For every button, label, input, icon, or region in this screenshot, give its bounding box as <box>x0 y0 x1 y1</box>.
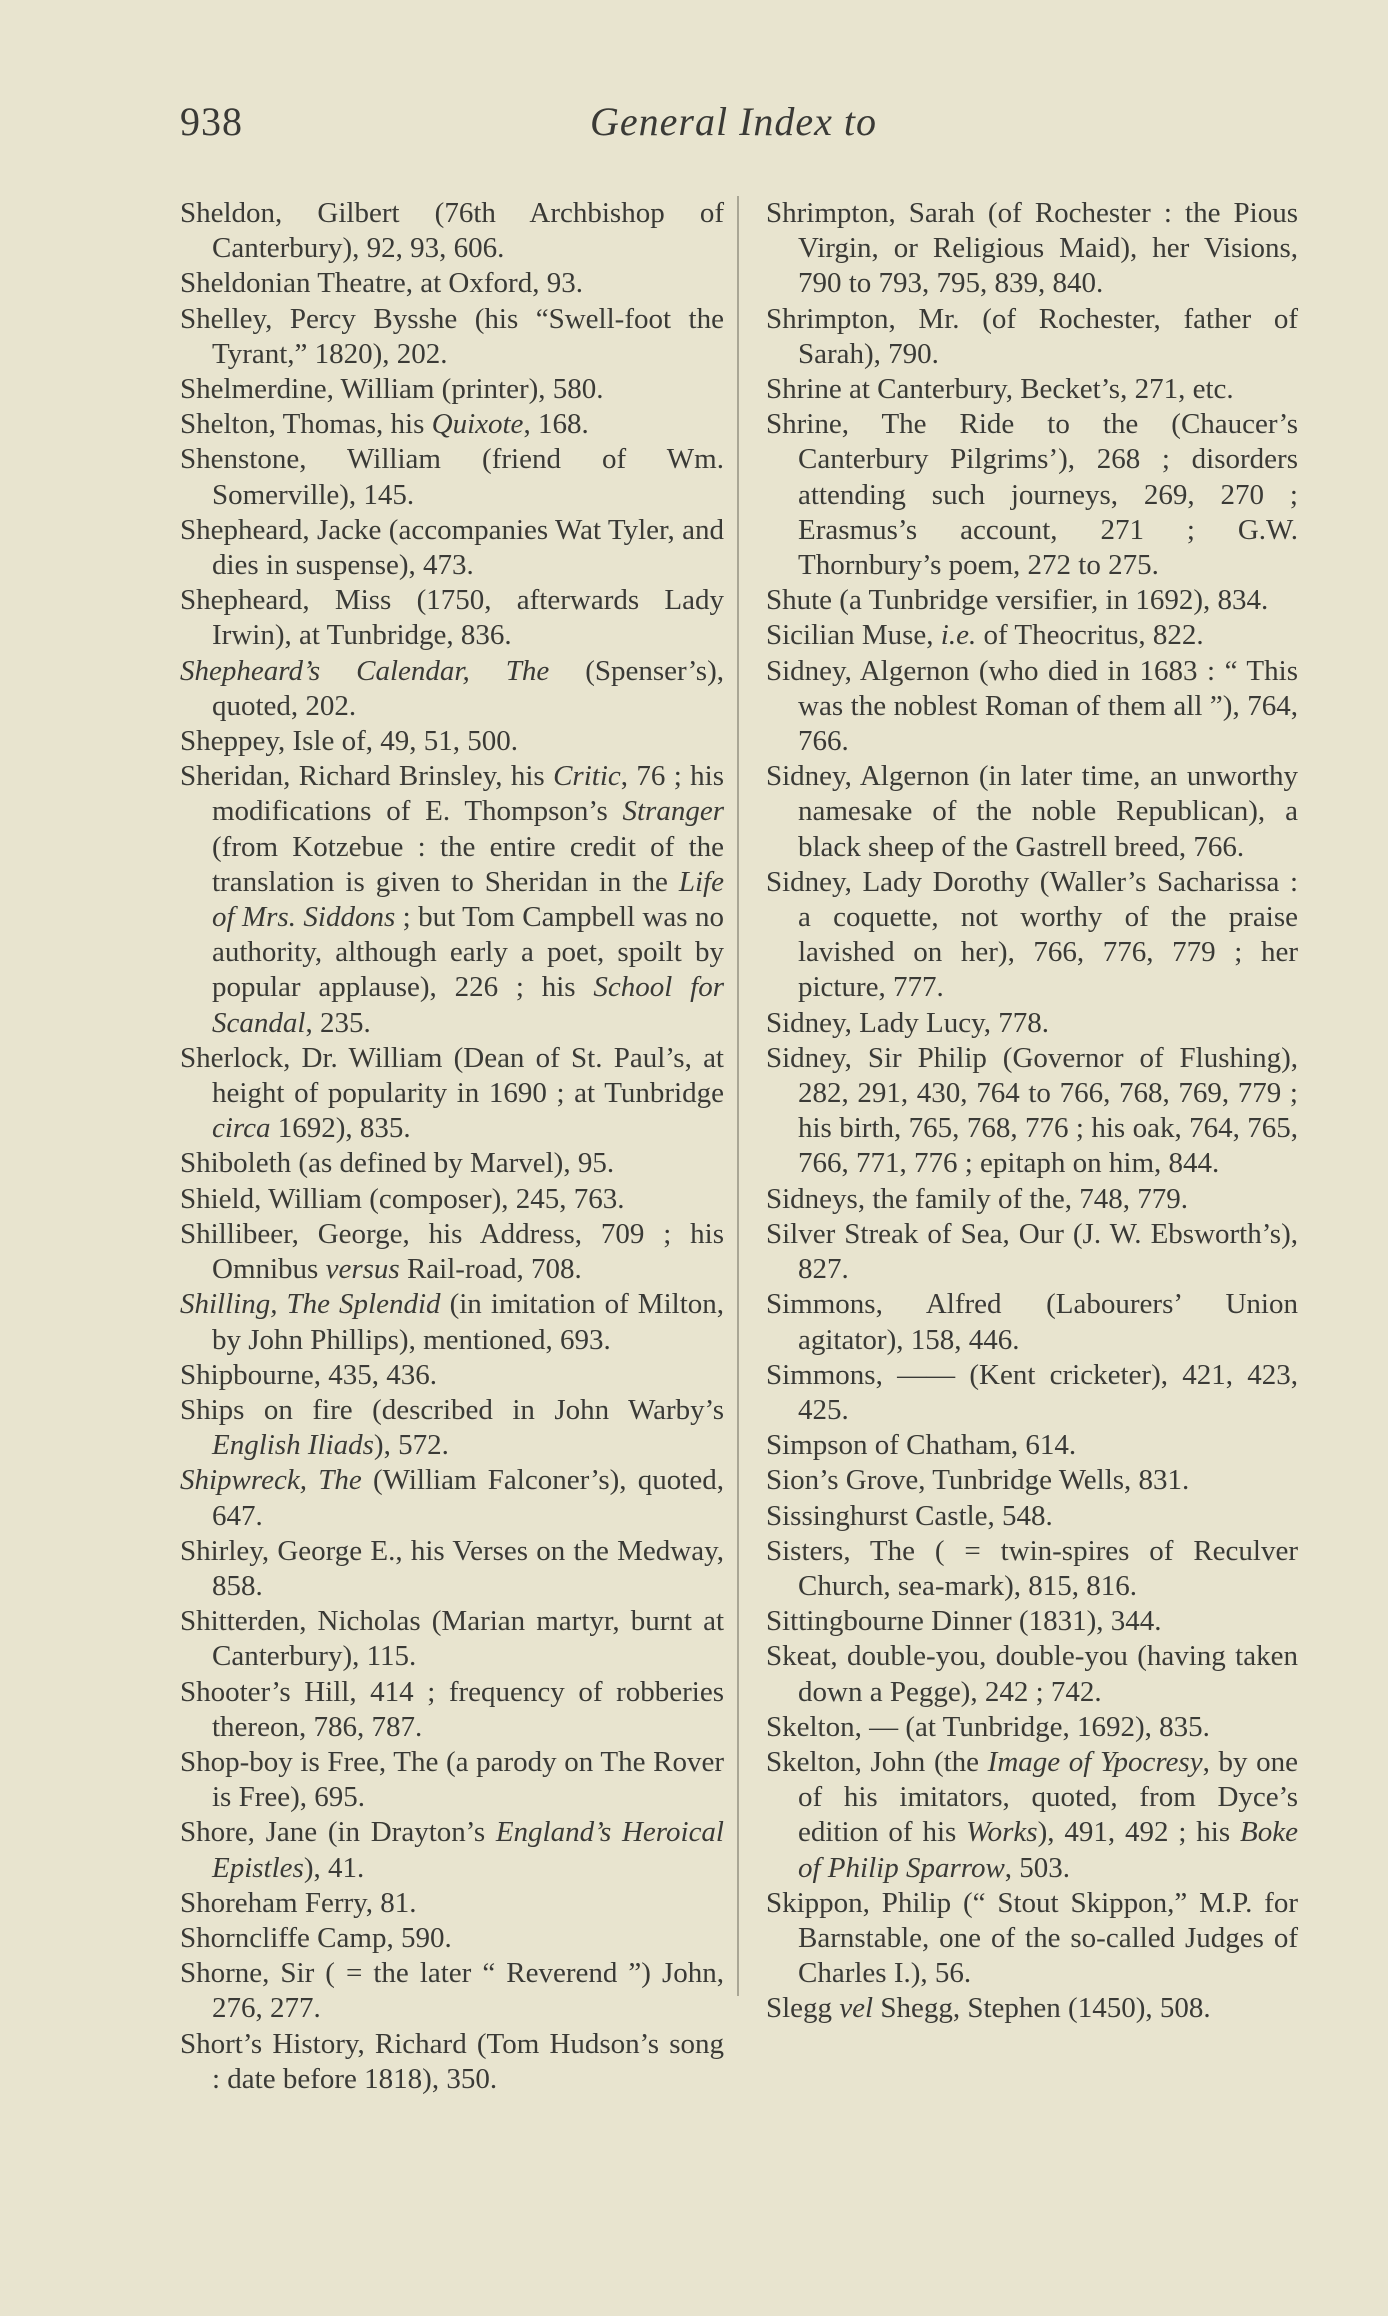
index-entry-text: ), 41. <box>303 1851 365 1884</box>
index-entry-italic-text: versus <box>325 1253 400 1286</box>
index-entry-text: Shelton, Thomas, his <box>180 408 432 441</box>
index-entry-text: (from Kotzebue : the entire credit of the translation is given to Sheridan in the <box>212 830 724 898</box>
index-entry <box>180 724 724 759</box>
index-entry-text: Sidney, Lady Dorothy (Waller’s Sacharissa : a coquette, not worthy of the praise lavished on her), 766, 776, 779 ; her picture, 777. <box>766 865 1298 1004</box>
index-entry <box>180 513 724 583</box>
index-entry-text: Sittingbourne Dinner (1831), 344. <box>766 1605 1162 1638</box>
index-entry-text: of Theocritus, 822. <box>976 619 1204 652</box>
index-entry-text: Sidney, Sir Philip (Governor of Flushing), 282, 291, 430, 764 to 766, 768, 769, 779 ; his birth, 765, 768, 776 ; his oak, 764, 765, 766, 771, 776 ; epitaph on him, 844. <box>766 1041 1298 1180</box>
page-header <box>180 98 1340 158</box>
index-entry-text: ), 572. <box>373 1429 449 1462</box>
index-entry <box>766 1710 1298 1745</box>
index-entry <box>180 1534 724 1604</box>
index-entry-text: Shute (a Tunbridge versifier, in 1692), 834. <box>766 584 1269 617</box>
index-entry <box>180 266 724 301</box>
index-entry <box>180 1886 724 1921</box>
index-entry-text: , 235. <box>305 1006 371 1039</box>
index-entry <box>180 1956 724 2026</box>
index-entry-text: Shitterden, Nicholas (Marian martyr, burnt at Canterbury), 115. <box>180 1605 724 1673</box>
index-entry <box>180 1393 724 1463</box>
index-entry-text: , by one of his imitators, quoted, from Dyce’s edition of his <box>798 1745 1298 1849</box>
index-entry <box>180 1182 724 1217</box>
column-divider <box>737 196 739 1996</box>
index-entry-italic-text: Shepheard’s Calendar, The <box>180 654 550 687</box>
index-entry-text: Sheldonian Theatre, at Oxford, 93. <box>180 267 583 300</box>
index-entry-text: Sidney, Lady Lucy, 778. <box>766 1006 1049 1039</box>
index-entry-italic-text: School for Scandal <box>212 971 724 1039</box>
index-entry-text: Shepheard, Jacke (accompanies Wat Tyler, and dies in suspense), 473. <box>180 513 724 582</box>
index-entry <box>766 1041 1298 1182</box>
index-entry <box>180 407 724 442</box>
index-entry <box>766 1463 1298 1498</box>
index-entry <box>180 1921 724 1956</box>
right-index-column <box>766 196 1298 2027</box>
index-entry-text: Sidneys, the family of the, 748, 779. <box>766 1182 1189 1215</box>
index-entry-text: Sicilian Muse, <box>766 619 941 652</box>
index-entry <box>180 1217 724 1287</box>
index-entry-text: Skippon, Philip (“ Stout Skippon,” M.P. for Barnstable, one of the so-called Judges of Charles I.), 56. <box>766 1886 1298 1990</box>
running-title: General Index to <box>590 99 878 144</box>
index-entry-text: Sisters, The ( = twin-spires of Reculver Church, sea-mark), 815, 816. <box>766 1534 1298 1602</box>
index-entry <box>180 1041 724 1147</box>
index-entry-text: Shiboleth (as defined by Marvel), 95. <box>180 1147 615 1180</box>
index-entry-italic-text: vel <box>839 1992 874 2025</box>
index-entry-text: Ships on fire (described in John Warby’s <box>180 1393 724 1426</box>
index-entry-text: Slegg <box>766 1992 840 2025</box>
index-entry <box>180 2027 724 2097</box>
index-entry-text: ; but Tom Campbell was no authority, although early a poet, spoilt by popular applause), 226 ; his <box>212 901 724 1004</box>
index-entry <box>180 1604 724 1674</box>
index-entry-text: , 168. <box>523 408 589 441</box>
index-entry-text: Shrine, The Ride to the (Chaucer’s Canterbury Pilgrims’), 268 ; disorders attending such journeys, 269, 270 ; Erasmus’s account, 271 ; G.W. Thornbury’s poem, 272 to 275. <box>766 408 1298 582</box>
index-entry <box>766 1886 1298 1992</box>
index-entry-text: Shooter’s Hill, 414 ; frequency of robberies thereon, 786, 787. <box>180 1675 724 1743</box>
index-entry-italic-text: English Iliads <box>212 1429 374 1462</box>
index-entry-text: Sheldon, Gilbert (76th Archbishop of Canterbury), 92, 93, 606. <box>180 197 724 265</box>
index-entry <box>766 618 1298 653</box>
index-entry-text: Shoreham Ferry, 81. <box>180 1886 417 1919</box>
index-entry-text: 1692), 835. <box>270 1112 411 1145</box>
index-entry-text: Skelton, John (the <box>766 1745 988 1778</box>
index-entry <box>180 196 724 266</box>
index-entry-text: Shop-boy is Free, The (a parody on The Rover is Free), 695. <box>180 1745 724 1814</box>
index-entry-text: Skelton, — (at Tunbridge, 1692), 835. <box>766 1710 1210 1743</box>
index-entry-text: Shorncliffe Camp, 590. <box>180 1921 452 1954</box>
index-entry-text: Sherlock, Dr. William (Dean of St. Paul’s, at height of popularity in 1690 ; at Tunbridge <box>180 1041 724 1110</box>
index-entry <box>180 1745 724 1815</box>
index-entry-italic-text: Stranger <box>622 795 724 828</box>
index-entry <box>766 654 1298 760</box>
index-entry-text: Simmons, Alfred (Labourers’ Union agitator), 158, 446. <box>766 1288 1298 1356</box>
index-entry <box>180 759 724 1041</box>
index-entry <box>766 1534 1298 1604</box>
index-entry-text: Shenstone, William (friend of Wm. Somerville), 145. <box>180 443 724 511</box>
index-entry-text: Shrine at Canterbury, Becket’s, 271, etc. <box>766 373 1234 406</box>
index-entry <box>766 1287 1298 1357</box>
index-entry-text: (in imitation of Milton, by John Phillips), mentioned, 693. <box>212 1288 724 1356</box>
index-entry-italic-text: Works <box>966 1816 1038 1849</box>
index-entry <box>766 1499 1298 1534</box>
index-entry-text: (William Falconer’s), quoted, 647. <box>212 1464 724 1532</box>
index-entry-text: Sidney, Algernon (in later time, an unworthy namesake of the noble Republican), a black sheep of the Gastrell breed, 766. <box>766 760 1298 863</box>
index-entry-italic-text: Shilling, The Splendid <box>180 1288 441 1321</box>
index-entry-text: Simmons, —— (Kent cricketer), 421, 423, 425. <box>766 1358 1298 1426</box>
index-entry-text: (Spenser’s), quoted, 202. <box>212 654 724 722</box>
index-entry <box>766 1358 1298 1428</box>
index-entry <box>180 654 724 724</box>
index-entry-text: Shipbourne, 435, 436. <box>180 1358 437 1391</box>
index-entry-text: Simpson of Chatham, 614. <box>766 1429 1077 1462</box>
index-entry-italic-text: Image of Ypocresy <box>987 1745 1203 1778</box>
index-entry <box>180 302 724 372</box>
index-entry-italic-text: i.e. <box>940 619 977 652</box>
index-entry-text: Rail-road, 708. <box>399 1253 582 1286</box>
index-entry-text: Shelley, Percy Bysshe (his “Swell-foot the Tyrant,” 1820), 202. <box>180 302 724 370</box>
index-entry <box>180 442 724 512</box>
index-entry-text: Shirley, George E., his Verses on the Medway, 858. <box>180 1534 724 1602</box>
page-number: 938 <box>180 99 243 144</box>
index-entry <box>766 372 1298 407</box>
index-entry-italic-text: Quixote <box>431 408 524 441</box>
index-entry <box>180 372 724 407</box>
index-entry <box>766 865 1298 1006</box>
index-entry-text: ), 491, 492 ; his <box>1037 1816 1241 1849</box>
index-entry-text: Sion’s Grove, Tunbridge Wells, 831. <box>766 1464 1190 1497</box>
index-entry <box>180 1815 724 1885</box>
index-entry <box>180 583 724 653</box>
index-entry-italic-text: Boke of Philip Sparrow <box>798 1816 1298 1884</box>
index-entry-text: Sidney, Algernon (who died in 1683 : “ This was the noblest Roman of them all ”), 764, 766. <box>766 654 1298 758</box>
index-entry-text: Shorne, Sir ( = the later “ Reverend ”) John, 276, 277. <box>180 1957 724 2025</box>
index-entry-text: Skeat, double-you, double-you (having taken down a Pegge), 242 ; 742. <box>766 1640 1298 1708</box>
index-entry <box>766 407 1298 583</box>
index-entry-text: Shield, William (composer), 245, 763. <box>180 1182 625 1215</box>
index-entry <box>766 583 1298 618</box>
index-entry <box>180 1463 724 1533</box>
index-entry-text: Shegg, Stephen (1450), 508. <box>873 1992 1211 2025</box>
index-entry <box>180 1146 724 1181</box>
index-entry-text: Sissinghurst Castle, 548. <box>766 1499 1053 1532</box>
index-entry <box>180 1287 724 1357</box>
index-entry-italic-text: England’s Heroical Epistles <box>212 1816 724 1884</box>
index-entry-text: , 76 ; his modifications of E. Thompson’s <box>212 760 724 828</box>
index-entry-text: Sheppey, Isle of, 49, 51, 500. <box>180 725 519 758</box>
index-entry <box>766 302 1298 372</box>
index-entry-text: , 503. <box>1004 1851 1071 1884</box>
index-entry <box>766 1217 1298 1287</box>
index-entry <box>766 759 1298 865</box>
index-entry <box>766 1745 1298 1886</box>
index-entry <box>766 1006 1298 1041</box>
index-entry <box>766 1428 1298 1463</box>
index-entry <box>766 1604 1298 1639</box>
index-entry-text: Shelmerdine, William (printer), 580. <box>180 373 604 406</box>
index-entry <box>766 1639 1298 1709</box>
index-entry <box>766 1182 1298 1217</box>
index-entry-text: Silver Streak of Sea, Our (J. W. Ebsworth’s), 827. <box>766 1217 1298 1286</box>
index-entry <box>180 1675 724 1745</box>
index-entry-text: Shillibeer, George, his Address, 709 ; his Omnibus <box>180 1217 724 1286</box>
index-entry <box>766 1991 1298 2026</box>
index-entry-text: Shepheard, Miss (1750, afterwards Lady Irwin), at Tunbridge, 836. <box>180 584 724 652</box>
index-entry-italic-text: Critic <box>553 760 621 793</box>
index-entry-text: Shore, Jane (in Drayton’s <box>180 1816 496 1849</box>
index-entry <box>180 1358 724 1393</box>
index-entry-text: Shrimpton, Sarah (of Rochester : the Pious Virgin, or Religious Maid), her Visions, 790 to 793, 795, 839, 840. <box>766 197 1298 300</box>
index-entry <box>766 196 1298 302</box>
index-entry-italic-text: circa <box>212 1112 271 1145</box>
left-index-column <box>180 196 724 2097</box>
index-entry-text: Sheridan, Richard Brinsley, his <box>180 760 554 793</box>
index-entry-text: Short’s History, Richard (Tom Hudson’s song : date before 1818), 350. <box>180 2027 724 2095</box>
index-entry-italic-text: Life of Mrs. Siddons <box>212 865 724 934</box>
index-entry-text: Shrimpton, Mr. (of Rochester, father of Sarah), 790. <box>766 302 1298 370</box>
index-entry-italic-text: Shipwreck, The <box>180 1464 362 1497</box>
